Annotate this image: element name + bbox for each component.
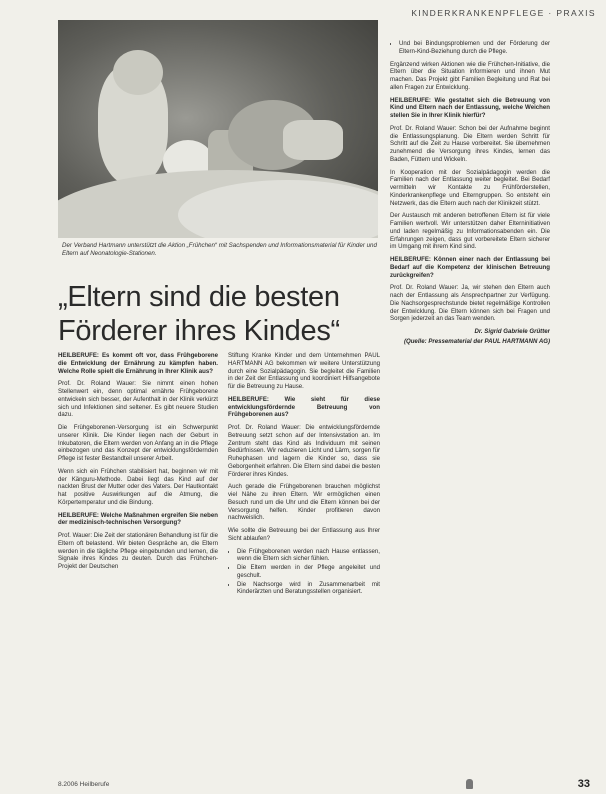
body-paragraph: In Kooperation mit der Sozialpädagogin werden die Familien nach der Entlassung weiter begleitet. Bei Bedarf vermitteln wir Kontakte zu Frühförderstellen, Kinderkrankenpflege und Elterngruppen. So entsteht ein Netzwerk, das die Eltern auch nach der Klinikzeit stützt. bbox=[390, 168, 550, 207]
interview-answer: Prof. Dr. Roland Wauer: Schon bei der Aufnahme beginnt die Entlassungsplanung. Die Eltern werden Schritt für Schritt auf die Zeit zu Hause vorbereitet. Sie übernehmen zunehmend die Versorgung ihres Kindes, lernen das Baden, Füttern und Wickeln. bbox=[390, 124, 550, 163]
article-headline bbox=[58, 280, 388, 348]
body-paragraph: Stiftung Kranke Kinder und dem Unternehmen PAUL HARTMANN AG bekommen wir weitere Unterstützung durch eine Sozialpädagogin. Sie begleitet die Familien in der Zeit der Entlassung und koordiniert Hilfsangebote für die Betreuung zu Hause. bbox=[228, 352, 380, 390]
body-paragraph: Wie sollte die Betreuung bei der Entlassung aus Ihrer Sicht ablaufen? bbox=[228, 527, 380, 542]
interview-question: HEILBERUFE: Welche Maßnahmen ergreifen Sie neben der medizinisch-technischen Versorgung? bbox=[58, 511, 218, 527]
bullet-list bbox=[390, 40, 550, 56]
interview-question: HEILBERUFE: Wie sieht für diese entwicklungsfördernde Betreuung von Frühgeborenen aus? bbox=[228, 395, 380, 419]
interview-answer: Prof. Dr. Roland Wauer: Die entwicklungsfördernde Betreuung setzt schon auf der Intensivstation an. Im Zentrum steht das Kind als Individuum mit seinen Bedürfnissen. Wir reduzieren Licht und Lärm, sorgen für Ruhephasen und lagern die Kinder so, dass sie Geborgenheit erfahren. Die Eltern sind dabei die besten Förderer ihres Kindes. bbox=[228, 424, 380, 478]
body-paragraph: Die Frühgeborenen-Versorgung ist ein Schwerpunkt unserer Klinik. Die Kinder liegen nach der Geburt in Inkubatoren, die Eltern werden von Anfang an in die Pflege einbezogen und das Konzept der entwicklungsfördernden Pflege ist fester Bestandteil unserer Arbeit. bbox=[58, 424, 218, 462]
body-paragraph: Auch gerade die Frühgeborenen brauchen möglichst viel Nähe zu ihren Eltern. Wir ermöglichen einen Besuch rund um die Uhr und die Eltern können bei der Versorgung helfen. Kinder profitieren davon nachweislich. bbox=[228, 483, 380, 522]
list-item: • Die Frühgeborenen werden nach Hause entlassen, wenn die Eltern sich sicher fühlen. bbox=[237, 548, 380, 564]
body-paragraph: Der Austausch mit anderen betroffenen Eltern ist für viele Familien wertvoll. Wir unterstützen daher Elterninitiativen und laden regelmäßig zu Informationsabenden ein. Die Erfahrungen zeigen, dass gut vorbereitete Eltern sicherer im Umgang mit ihrem Kind sind. bbox=[390, 212, 550, 251]
list-item: • Die Eltern werden in der Pflege angeleitet und geschult. bbox=[237, 564, 380, 580]
headline-line-2: Förderer ihres Kindes“ bbox=[58, 315, 340, 347]
interview-answer: Prof. Dr. Roland Wauer: Ja, wir stehen den Eltern auch nach der Entlassung als Ansprechpartner zur Verfügung. Die Nachsorgesprechstunde bietet regelmäßige Kontrollen der Entwicklung. Die Eltern können sich bei Fragen und Sorgen jederzeit an das Team wenden. bbox=[390, 284, 550, 323]
photo-caption: Der Verband Hartmann unterstützt die Aktion „Frühchen“ mit Sachspenden und Informationsmaterial für Kinder und Eltern auf Neonatologie-Stationen. bbox=[62, 242, 377, 257]
page-number: 33 bbox=[577, 778, 590, 790]
issue-footer: 8.2006 Heilberufe bbox=[58, 781, 110, 788]
list-item: • Und bei Bindungsproblemen und der Förderung der Eltern-Kind-Beziehung durch die Pflege. bbox=[399, 40, 550, 56]
article-photo bbox=[58, 20, 378, 238]
headline-line-1: „Eltern sind die besten bbox=[58, 281, 340, 313]
body-paragraph: Wenn sich ein Frühchen stabilisiert hat, beginnen wir mit der Känguru-Methode. Dabei liegt das Kind auf der nackten Brust der Mutter oder des Vaters. Der Hautkontakt hat positive Auswirkungen auf die Atmung, die Körpertemperatur und die Bindung. bbox=[58, 467, 218, 506]
text-column-1 bbox=[58, 352, 218, 772]
interview-question: HEILBERUFE: Es kommt oft vor, dass Frühgeborene die Entwicklung der Ernährung zu kämpfen haben. Welche Rolle spielt die Ernährung in Ihrer Klinik aus? bbox=[58, 352, 218, 375]
bullet-list bbox=[228, 548, 380, 597]
footer-marker-icon bbox=[466, 779, 473, 789]
list-item: • Die Nachsorge wird in Zusammenarbeit mit Kinderärzten und Beratungsstellen organisiert. bbox=[237, 581, 380, 597]
text-column-3 bbox=[390, 40, 550, 770]
body-paragraph: Ergänzend wirken Aktionen wie die Frühchen-Initiative, die Eltern über die Situation informieren und ihnen Mut machen. Das Projekt gibt Familien Begleitung und Rat bei allen Fragen zur Entwicklung. bbox=[390, 60, 550, 91]
interview-answer: Prof. Wauer: Die Zeit der stationären Behandlung ist für die Eltern oft belastend. Wir bieten Gespräche an, die Eltern werden in die tägliche Pflege eingebunden und lernen, die Signale ihres Kindes zu deuten. Durch das Frühchen-Projekt der Deutschen bbox=[58, 532, 218, 570]
interview-question: HEILBERUFE: Wie gestaltet sich die Betreuung von Kind und Eltern nach der Entlassung, welche Weichen stellen Sie in Ihrer Klinik hierfür? bbox=[390, 96, 550, 119]
interview-answer: Prof. Dr. Roland Wauer: Sie nimmt einen hohen Stellenwert ein, denn optimal ernährte Frühgeborene entwickeln sich besser, der Aufenthalt in der Klinik verkürzt sich und Infektionen sind seltener. Es gibt neuere Studien dazu. bbox=[58, 380, 218, 419]
author-signature: Dr. Sigrid Gabriele Grütter bbox=[474, 328, 550, 335]
photo-bow bbox=[283, 120, 343, 160]
source-note: (Quelle: Pressematerial der PAUL HARTMANN AG) bbox=[403, 337, 550, 345]
text-column-2 bbox=[228, 352, 380, 772]
interview-question: HEILBERUFE: Können einer nach der Entlassung bei Bedarf auf die Kompetenz der klinischen Betreuung zurückgreifen? bbox=[390, 256, 550, 279]
photo-toy-head bbox=[113, 50, 163, 95]
section-header: KINDERKRANKENPFLEGE · PRAXIS bbox=[411, 8, 596, 18]
